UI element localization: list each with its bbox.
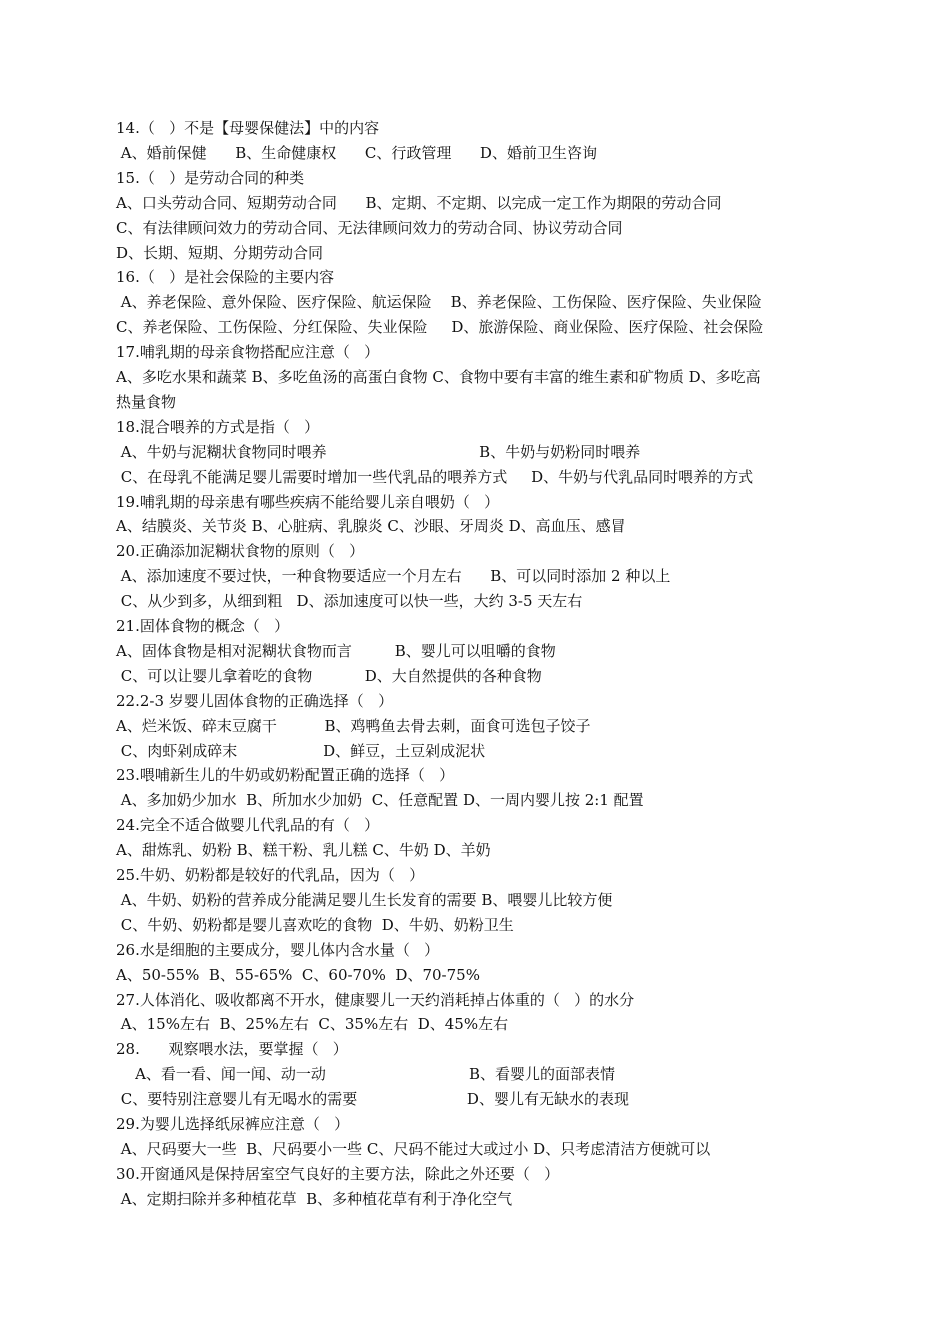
text-line: 23.喂哺新生儿的牛奶或奶粉配置正确的选择（ ） <box>116 766 455 785</box>
text-line: 24.完全不适合做婴儿代乳品的有（ ） <box>116 816 380 835</box>
text-line: 16.（ ）是社会保险的主要内容 <box>116 268 335 287</box>
text-line: A、养老保险、意外保险、医疗保险、航运保险 B、养老保险、工伤保险、医疗保险、失业保险 <box>116 293 762 312</box>
text-line: 20.正确添加泥糊状食物的原则（ ） <box>116 542 365 561</box>
text-line: 18.混合喂养的方式是指（ ） <box>116 417 320 436</box>
text-line: 26.水是细胞的主要成分，婴儿体内含水量（ ） <box>116 940 440 959</box>
text-line: A、甜炼乳、奶粉 B、糕干粉、乳儿糕 C、牛奶 D、羊奶 <box>116 841 491 860</box>
text-line: D、长期、短期、分期劳动合同 <box>116 243 324 262</box>
text-line: C、养老保险、工伤保险、分红保险、失业保险 D、旅游保险、商业保险、医疗保险、社会保险 <box>116 318 764 337</box>
text-line: 14.（ ）不是【母婴保健法】中的内容 <box>116 119 380 137</box>
text-line: A、50-55% B、55-65% C、60-70% D、70-75% <box>116 965 480 984</box>
text-line: A、看一看、闻一闻、动一动 B、看婴儿的面部表情 <box>116 1065 615 1084</box>
text-line: A、烂米饭、碎末豆腐干 B、鸡鸭鱼去骨去刺，面食可选包子饺子 <box>116 716 591 735</box>
text-line: 15.（ ）是劳动合同的种类 <box>116 168 305 187</box>
text-line: A、牛奶与泥糊状食物同时喂养 B、牛奶与奶粉同时喂养 <box>116 442 641 461</box>
text-line: A、15%左右 B、25%左右 C、35%左右 D、45%左右 <box>116 1015 509 1034</box>
text-line: A、结膜炎、关节炎 B、心脏病、乳腺炎 C、沙眼、牙周炎 D、高血压、感冒 <box>116 517 626 536</box>
text-line: C、要特别注意婴儿有无喝水的需要 D、婴儿有无缺水的表现 <box>116 1090 629 1109</box>
text-line: A、多吃水果和蔬菜 B、多吃鱼汤的高蛋白食物 C、食物中要有丰富的维生素和矿物质 D、多吃高 <box>116 368 761 386</box>
text-line: A、牛奶、奶粉的营养成分能满足婴儿生长发育的需要 B、喂婴儿比较方便 <box>116 890 613 909</box>
text-line: 22.2-3 岁婴儿固体食物的正确选择（ ） <box>116 691 394 710</box>
text-line: A、添加速度不要过快，一种食物要适应一个月左右 B、可以同时添加 2 种以上 <box>116 567 671 586</box>
text-line: 21.固体食物的概念（ ） <box>116 617 290 635</box>
text-line: 25.牛奶、奶粉都是较好的代乳品，因为（ ） <box>116 866 425 884</box>
text-line: 17.哺乳期的母亲食物搭配应注意（ ） <box>116 343 380 362</box>
text-line: A、固体食物是相对泥糊状食物而言 B、婴儿可以咀嚼的食物 <box>116 641 556 660</box>
text-line: A、多加奶少加水 B、所加水少加奶 C、任意配置 D、一周内婴儿按 2:1 配置 <box>116 791 644 810</box>
text-line: 28. 观察喂水法，要掌握（ ） <box>116 1040 348 1059</box>
text-line: A、尺码要大一些 B、尺码要小一些 C、尺码不能过大或过小 D、只考虑清洁方便就可以 <box>116 1139 711 1158</box>
text-line: A、定期扫除并多种植花草 B、多种植花草有利于净化空气 <box>116 1189 513 1208</box>
text-line: C、可以让婴儿拿着吃的食物 D、大自然提供的各种食物 <box>116 666 542 685</box>
text-line: 30.开窗通风是保持居室空气良好的主要方法，除此之外还要（ ） <box>116 1164 560 1183</box>
text-line: C、牛奶、奶粉都是婴儿喜欢吃的食物 D、牛奶、奶粉卫生 <box>116 915 514 934</box>
text-line: 29.为婴儿选择纸尿裤应注意（ ） <box>116 1115 350 1133</box>
text-line: A、婚前保健 B、生命健康权 C、行政管理 D、婚前卫生咨询 <box>116 143 597 162</box>
text-line: 27.人体消化、吸收都离不开水，健康婴儿一天约消耗掉占体重的（ ）的水分 <box>116 990 635 1009</box>
text-line: C、有法律顾问效力的劳动合同、无法律顾问效力的劳动合同、协议劳动合同 <box>116 218 623 237</box>
text-line: C、在母乳不能满足婴儿需要时增加一些代乳品的喂养方式 D、牛奶与代乳品同时喂养的方式 <box>116 467 754 486</box>
text-line: 19.哺乳期的母亲患有哪些疾病不能给婴儿亲自喂奶（ ） <box>116 492 500 511</box>
text-line: A、口头劳动合同、短期劳动合同 B、定期、不定期、以完成一定工作为期限的劳动合同 <box>116 193 722 212</box>
text-line: C、从少到多，从细到粗 D、添加速度可以快一些，大约 3-5 天左右 <box>116 592 583 611</box>
text-line: 热量食物 <box>116 392 177 411</box>
text-line: C、肉虾剁成碎末 D、鲜豆，土豆剁成泥状 <box>116 741 486 760</box>
